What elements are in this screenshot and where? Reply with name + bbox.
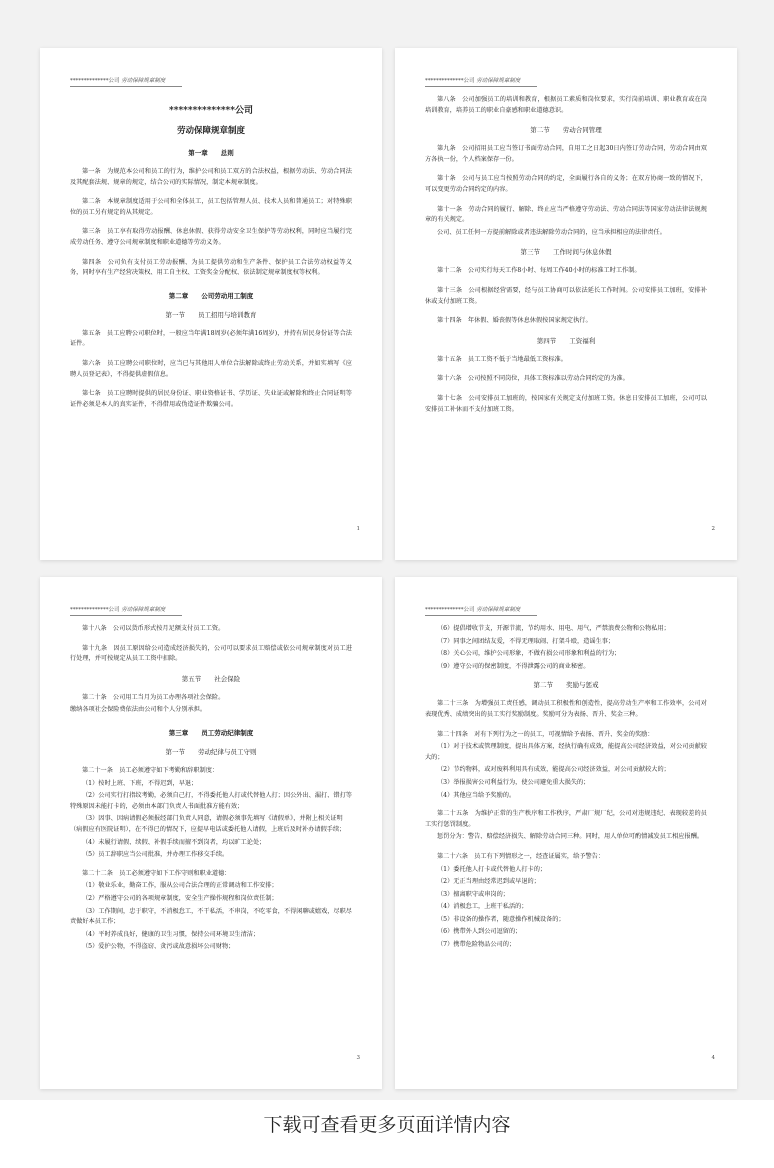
article: 第十九条 因员工原因给公司造成经济损失的，公司可以要求员工赔偿或依公司规章制度对员工进行处理，并可按规定从员工工资中扣除。 xyxy=(70,644,352,663)
article: 第七条 员工应聘时提供的居民身份证、职业资格证书、学历证、失业证或解除和终止合同证明等证件必须是本人的真实证件，不得借用或伪造证件欺骗公司。 xyxy=(70,390,352,408)
article-items xyxy=(70,779,352,861)
list-item: （2）节约物料，或对废料利用具有成效，能提高公司经济效益，对公司贡献较大的； xyxy=(437,766,670,774)
header-company: **************公司 xyxy=(70,607,120,613)
article: 第十二条 公司实行每天工作8小时、每周工作40小时的标准工时工作制。 xyxy=(437,267,641,275)
list-item: （8）关心公司，维护公司形象，不做有损公司形象和利益的行为； xyxy=(437,650,621,658)
list-item: （7）同事之间团结友爱，不得无理取闹、打架斗殴，造谣生事； xyxy=(437,637,615,645)
section-heading: 第五节 社会保险 xyxy=(181,674,241,683)
section-heading: 第一节 员工招用与培训教育 xyxy=(165,310,257,319)
page-number: 1 xyxy=(356,526,360,532)
section-heading: 第一节 劳动纪律与员工守则 xyxy=(165,747,257,756)
list-item: （5）员工辞职应当公司批准，并办理工作移交手续。 xyxy=(82,851,229,859)
list-item: （2）公司实行打指纹考勤，必须自己打，不得委托他人打或代替他人打；因公外出、漏打、错打等特殊原因未能打卡的，必须由本部门负责人书面批准方能有效； xyxy=(70,792,352,810)
article: 第十七条 公司安排员工加班的，按国家有关规定支付加班工资。休息日安排员工加班，公司可以安排员工补休而不支付加班工资。 xyxy=(425,394,707,413)
article: 第十六条 公司按照不同岗位，具体工资标准以劳动合同约定的为准。 xyxy=(437,375,629,383)
section-heading: 第四节 工资福利 xyxy=(536,336,596,345)
chapter-heading: 第一章 总则 xyxy=(188,149,234,157)
document-page-3 xyxy=(40,577,382,1089)
list-item: （4）其他应当给予奖励的。 xyxy=(437,791,516,799)
article: 第二十二条 员工必须遵守如下工作守则和职业道德： xyxy=(82,869,231,877)
list-item: （1）委托他人打卡或代替他人打卡的； xyxy=(437,865,547,873)
page-number: 4 xyxy=(711,1055,715,1061)
article-continuation: 惩罚分为：警告、赔偿经济损失、解除劳动合同三种。同时，用人单位可酌情减发员工相应报酬。 xyxy=(437,833,704,841)
list-item: （7）携带危险物品公司的； xyxy=(437,941,516,949)
page-number: 2 xyxy=(711,526,715,532)
document-title: 劳动保障规章制度 xyxy=(176,126,245,136)
header-company: **************公司 xyxy=(425,607,475,613)
article: 第二十条 公司用工当月为员工办理各项社会保险。 xyxy=(82,693,225,701)
article: 第九条 公司招用员工应当签订书面劳动合同，自用工之日起30日内签订劳动合同，劳动合同由双方各执一份，个人档案保存一份。 xyxy=(425,145,707,163)
list-item: （3）工作期间，忠于职守，不消极怠工，不干私活，不串岗，不吃零食，不得闲聊或嬉戏，尽职尽责做好本员工作； xyxy=(70,907,352,926)
article: 第四条 公司负有支付员工劳动报酬、为员工提供劳动和生产条件、保护员工合法劳动权益等义务，同时享有生产经营决策权、用工自主权、工资奖金分配权、依法制定规章制度权等权利。 xyxy=(70,258,352,277)
list-item: （9）遵守公司的保密制度，不得泄露公司的商业秘密。 xyxy=(437,662,590,670)
list-item: （5）爱护公物，不得盗窃、贪污或故意损坏公司财物； xyxy=(82,943,235,951)
company-name: **************公司 xyxy=(169,106,253,116)
article-items xyxy=(425,742,707,801)
list-item: （4）平时养成良好，健康的卫生习惯，保持公司环境卫生清洁； xyxy=(82,930,260,938)
header-doc-name: 劳动保障规章制度 xyxy=(476,78,521,84)
header-doc-name: 劳动保障规章制度 xyxy=(121,607,166,613)
article: 第五条 员工应聘公司职位时，一般应当年满18周岁(必须年满16周岁)，并持有居民身份证等合法证件。 xyxy=(70,329,352,348)
article: 第十八条 公司以货币形式按月足额支付员工工资。 xyxy=(82,625,225,632)
article-items xyxy=(425,865,707,951)
header-company: **************公司 xyxy=(425,78,475,84)
page-header xyxy=(425,76,537,87)
section-heading: 第二节 劳动合同管理 xyxy=(530,126,602,135)
list-item: （3）因事、因病请假必须报经部门负责人同意，请假必须事先填写《请假单》，并附上相关证明（病假应有医院证明），在不得已的情况下，应提早电话或委托他人请假，上班后及时补办请假手续； xyxy=(70,815,346,833)
article: 第六条 员工应聘公司职位时，应当已与其他用人单位合法解除或终止劳动关系，并如实填写《应聘人员登记表》，不得提供虚假信息。 xyxy=(70,359,352,378)
list-item: （1）对于技术或管理制度，提出具体方案，经执行确有成效，能提高公司经济效益，对公司贡献较大的； xyxy=(425,743,707,761)
section-heading: 第二节 奖励与惩戒 xyxy=(533,681,599,690)
list-item: （6）提倡增收节支，开源节流，节约用水、用电、用气，严禁浪费公物和公物私用； xyxy=(437,625,670,632)
article: 第八条 公司加强员工的培训和教育，根据员工素质和岗位要求，实行岗前培训、职业教育或在岗培训教育，培养员工的职业自豪感和职业道德意识。 xyxy=(425,96,707,114)
article: 第十四条 年休假、婚丧假等休息休假按国家规定执行。 xyxy=(437,317,592,325)
list-item: （4）消极怠工，上班干私活的； xyxy=(437,903,528,911)
article: 第二十三条 为增强员工责任感，调动员工积极性和创造性，提高劳动生产率和工作效率，公司对表现优秀、成绩突出的员工实行奖励制度。奖励可分为表扬、晋升、奖金三种。 xyxy=(425,700,707,718)
page-number: 3 xyxy=(356,1055,360,1061)
list-item: （4）未履行请假、续假、补假手续而擅不到岗者，均以旷工论处； xyxy=(82,838,266,846)
article-items xyxy=(425,624,707,672)
article: 第二十四条 对有下列行为之一的员工，可视情给予表扬、晋升、奖金的奖励： xyxy=(437,730,654,738)
list-item: （5）非设备的操作者，随意操作机械设备的； xyxy=(437,915,565,923)
article: 第十一条 劳动合同的履行、解除、终止应当严格遵守劳动法、劳动合同法等国家劳动法律法规规章的有关规定。 xyxy=(425,205,707,224)
list-item: （1）敬业乐业，勤奋工作，服从公司合法合理的正常调动和工作安排； xyxy=(82,882,278,890)
page-header xyxy=(70,605,182,616)
article: 第十五条 员工工资不低于当地最低工资标准。 xyxy=(437,355,567,363)
list-item: （2）无正当理由经常迟到或早退的； xyxy=(437,878,540,886)
header-doc-name: 劳动保障规章制度 xyxy=(121,78,166,84)
header-doc-name: 劳动保障规章制度 xyxy=(476,607,521,613)
document-page-2 xyxy=(395,48,737,560)
article-items xyxy=(70,881,352,953)
section-heading: 第三节 工作时间与休息休假 xyxy=(520,248,612,257)
list-item: （2）严格遵守公司的各项规章制度，安全生产操作规程和岗位责任制； xyxy=(82,894,278,902)
article: 第二条 本规章制度适用于公司和全体员工，员工包括管理人员、技术人员和普通员工；对特殊职位的员工另有规定的从其规定。 xyxy=(70,198,352,216)
article: 第二十一条 员工必须遵守如下考勤和辞职制度： xyxy=(82,766,219,774)
article-continuation: 缴纳各项社会保险费依法由公司和个人分别承担。 xyxy=(70,706,207,714)
page-header xyxy=(70,76,182,87)
article: 第二十六条 员工有下列情形之一，经查证属实，给予警告： xyxy=(437,852,605,860)
header-company: **************公司 xyxy=(70,78,120,84)
list-item: （3）举报损害公司利益行为，使公司避免重大损失的； xyxy=(437,778,590,786)
chapter-heading: 第三章 员工劳动纪律制度 xyxy=(168,728,254,737)
article: 第十三条 公司根据经营需要，经与员工协商可以依法延长工作时间。公司安排员工加班，安排补休或支付加班工资。 xyxy=(425,286,707,305)
chapter-heading: 第二章 公司劳动用工制度 xyxy=(168,291,254,300)
list-item: （1）按时上班、下班，不得迟到，早退； xyxy=(82,779,198,787)
list-item: （3）擅离职守或串岗的； xyxy=(437,890,509,898)
article: 第二十五条 为维护正常的生产秩序和工作秩序，严肃厂规厂纪，公司对违规违纪、表现较差的员工实行惩罚制度。 xyxy=(425,810,707,828)
download-more-link[interactable]: 下载可查看更多页面详情内容 xyxy=(0,1100,774,1168)
article: 第三条 员工享有取得劳动报酬、休息休假、获得劳动安全卫生保护等劳动权利，同时应当履行完成劳动任务、遵守公司规章制度和职业道德等劳动义务。 xyxy=(70,228,352,246)
article: 第十条 公司与员工应当按照劳动合同的约定，全面履行各自的义务；在双方协商一致的情况下，可以变更劳动合同约定的内容。 xyxy=(425,175,707,193)
page-header xyxy=(425,605,537,616)
article-continuation: 公司、员工任何一方提前解除或者违法解除劳动合同的，应当承担相应的法律责任。 xyxy=(437,228,666,236)
document-page-4 xyxy=(395,577,737,1089)
article: 第一条 为规范本公司和员工的行为，维护公司和员工双方的合法权益，根据劳动法、劳动合同法及其配套法规、规章的规定，结合公司的实际情况，制定本规章制度。 xyxy=(70,168,352,186)
document-page-1 xyxy=(40,48,382,560)
list-item: （6）携带外人到公司逗留的； xyxy=(437,928,522,936)
